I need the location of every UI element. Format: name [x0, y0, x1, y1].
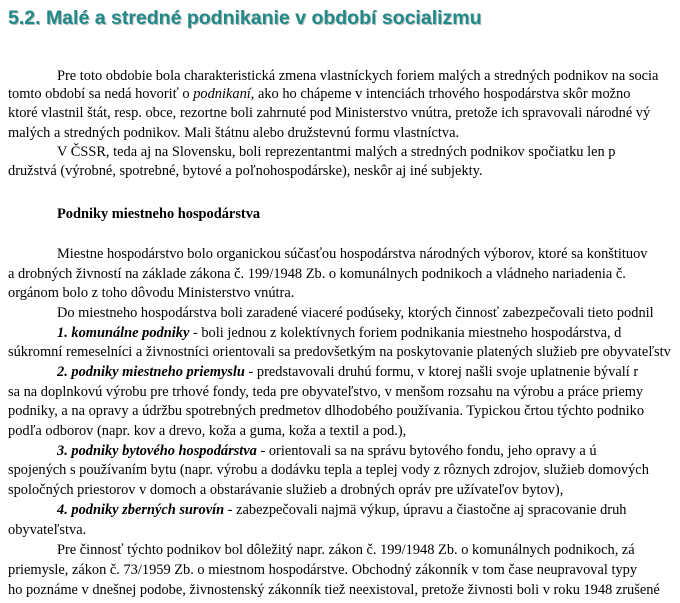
list-item-1-title: 1. komunálne podniky	[57, 325, 190, 341]
section-line-1: Miestne hospodárstvo bolo organickou súčasťou hospodárstva národných výborov, ktoré sa konštituov	[57, 246, 648, 262]
intro-line-3: ktoré vlastnil štát, resp. obce, rezortne boli zahrnuté pod Ministerstvo vnútra, pretože ich spravovali národné vý	[8, 105, 651, 121]
section-heading: 5.2. Malé a stredné podnikanie v období socializmu	[8, 7, 482, 29]
list-item-2-line-2: sa na doplnkovú výrobu pre trhové fondy, teda pre obyvateľstvo, v menšom rozsahu na výrobu a práce priemy	[8, 384, 644, 400]
section-line-2: a drobných živností na základe zákona č. 199/1948 Zb. o komunálnych podnikoch a vládneho nariadenia č.	[8, 266, 626, 282]
closing-line-2: priemysle, zákon č. 73/1959 Zb. o miestnom hospodárstve. Obchodný zákonník v tom čase neupravoval typy	[8, 562, 638, 578]
intro-line-4: malých a stredných podnikov. Mali štátnu alebo družstevnú formu vlastníctva.	[8, 125, 460, 141]
list-item-3-line-2: spojených s používaním bytu (napr. výrobu a dodávku tepla a teplej vody z rôznych zdrojov, služieb domových	[8, 462, 649, 478]
list-item-3-title: 3. podniky bytového hospodárstva	[57, 443, 257, 459]
list-item-4-line-2: obyvateľstva.	[8, 522, 87, 538]
list-item-1-text: - boli jednou z kolektívnych foriem podnikania miestneho hospodárstva, d	[189, 325, 622, 341]
section-line-4: Do miestneho hospodárstva boli zaradené viaceré podúseky, ktorých činnosť zabezpečovali tieto podnil	[57, 305, 654, 321]
closing-line-1: Pre činnosť týchto podnikov bol dôležitý napr. zákon č. 199/1948 Zb. o komunálnych podnikoch, zá	[57, 542, 635, 558]
list-item-4-title: 4. podniky zberných surovín	[57, 502, 225, 518]
list-item-4-text: - zabezpečovali najmä výkup, úpravu a čiastočne aj spracovanie druh	[224, 502, 627, 518]
closing-line-3: ho poznáme v dnešnej podobe, živnostenský zákonník tiež neexistoval, pretože živnosti boli v roku 1948 zrušené	[8, 582, 660, 598]
list-item-2-line-3: podniky, a na opravy a údržbu spotrebných predmetov dlhodobého používania. Typickou črtou týchto podniko	[8, 403, 645, 419]
list-item-3-line-3: spoločných priestorov v domoch a obstarávanie služieb a drobných opráv pre užívateľov bytov),	[8, 482, 564, 498]
list-item-2-title: 2. podniky miestneho priemyslu	[57, 364, 245, 380]
intro-line-1: Pre toto obdobie bola charakteristická zmena vlastníckych foriem malých a stredných podnikov na socia	[57, 68, 659, 84]
list-item-1-line-2: súkromní remeselníci a živnostníci orientovali sa predovšetkým na poskytovanie platených služieb pre obyvateľstv	[8, 344, 671, 360]
intro-line-5: V ČSSR, teda aj na Slovensku, boli reprezentantmi malých a stredných podnikov spočiatku len p	[57, 144, 616, 160]
list-item-2-text: - predstavovali druhú formu, v ktorej našli svoje uplatnenie bývalí r	[244, 364, 639, 380]
list-item-3	[57, 442, 597, 460]
intro-line-6: družstvá (výrobné, spotrebné, bytové a poľnohospodárske), neskôr aj iné subjekty.	[8, 163, 483, 179]
section-line-3: orgánom bolo z toho dôvodu Ministerstvo vnútra.	[8, 285, 295, 301]
list-item-4	[57, 501, 626, 519]
list-item-3-text: - orientovali sa na správu bytového fondu, jeho opravy a ú	[256, 443, 597, 459]
list-item-1	[57, 324, 621, 342]
list-item-2	[57, 363, 638, 381]
intro-line-2-rest: , ako ho chápeme v intenciách trhového hospodárstva skôr možno	[250, 86, 631, 102]
intro-italic-term: podnikaní	[193, 86, 251, 102]
intro-line-2	[8, 85, 630, 103]
intro-line-2-text: tomto období sa nedá hovoriť o	[8, 86, 194, 102]
subheading: Podniky miestneho hospodárstva	[57, 206, 261, 222]
list-item-2-line-4: podľa odborov (napr. kov a drevo, koža a guma, koža a textil a pod.),	[8, 423, 407, 439]
